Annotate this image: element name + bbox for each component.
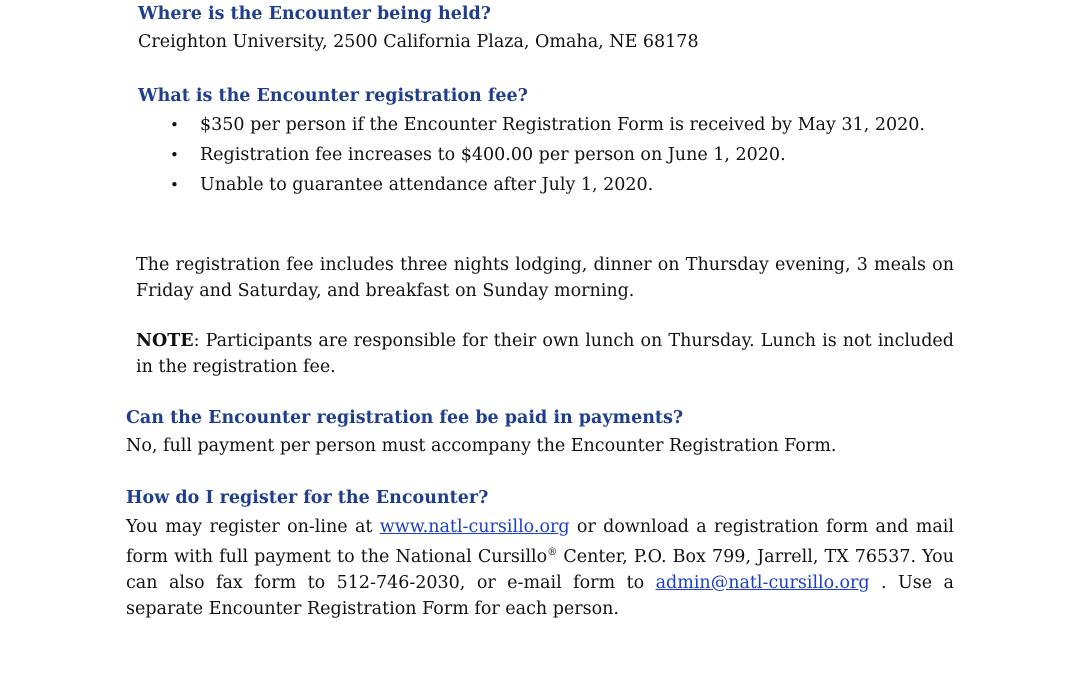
note-text: : Participants are responsible for their own lunch on Thursday. Lunch is not included in the registration fee. (136, 331, 954, 377)
heading-payments: Can the Encounter registration fee be paid in payments? (126, 408, 684, 428)
payments-answer: No, full payment per person must accompany the Encounter Registration Form. (126, 436, 837, 456)
heading-location: Where is the Encounter being held? (138, 4, 492, 24)
fee-includes-paragraph: The registration fee includes three nights lodging, dinner on Thursday evening, 3 meals on Friday and Saturday, and breakfast on Sunday morning. (136, 255, 954, 301)
list-item: • Unable to guarantee attendance after July 1, 2020. (170, 172, 954, 198)
register-paragraph: You may register on-line at www.natl-cursillo.org or download a registration form and mail form with full payment to the National Cursillo® Center, P.O. Box 799, Jarrell, TX 76537. You can also fax form to 512-746-2030, or e-mail form to admin@natl-cursillo.org . Use a separate Encounter Registration Form for each person. (126, 517, 954, 619)
bullet-icon: • (170, 146, 179, 164)
list-item: • $350 per person if the Encounter Registration Form is received by May 31, 2020. (170, 112, 954, 138)
list-item: • Registration fee increases to $400.00 per person on June 1, 2020. (170, 142, 954, 168)
email-link[interactable]: admin@natl-cursillo.org (655, 572, 870, 593)
website-link[interactable]: www.natl-cursillo.org (379, 517, 570, 537)
registered-mark: ® (547, 547, 558, 558)
heading-fee: What is the Encounter registration fee? (138, 86, 528, 106)
bullet-icon: • (170, 116, 179, 134)
note-paragraph (136, 328, 954, 380)
location-answer: Creighton University, 2500 California Plaza, Omaha, NE 68178 (138, 32, 699, 52)
heading-register: How do I register for the Encounter? (126, 488, 489, 508)
bullet-icon: • (170, 176, 179, 194)
note-label: NOTE (136, 331, 194, 351)
fee-bullet-list (170, 112, 954, 202)
